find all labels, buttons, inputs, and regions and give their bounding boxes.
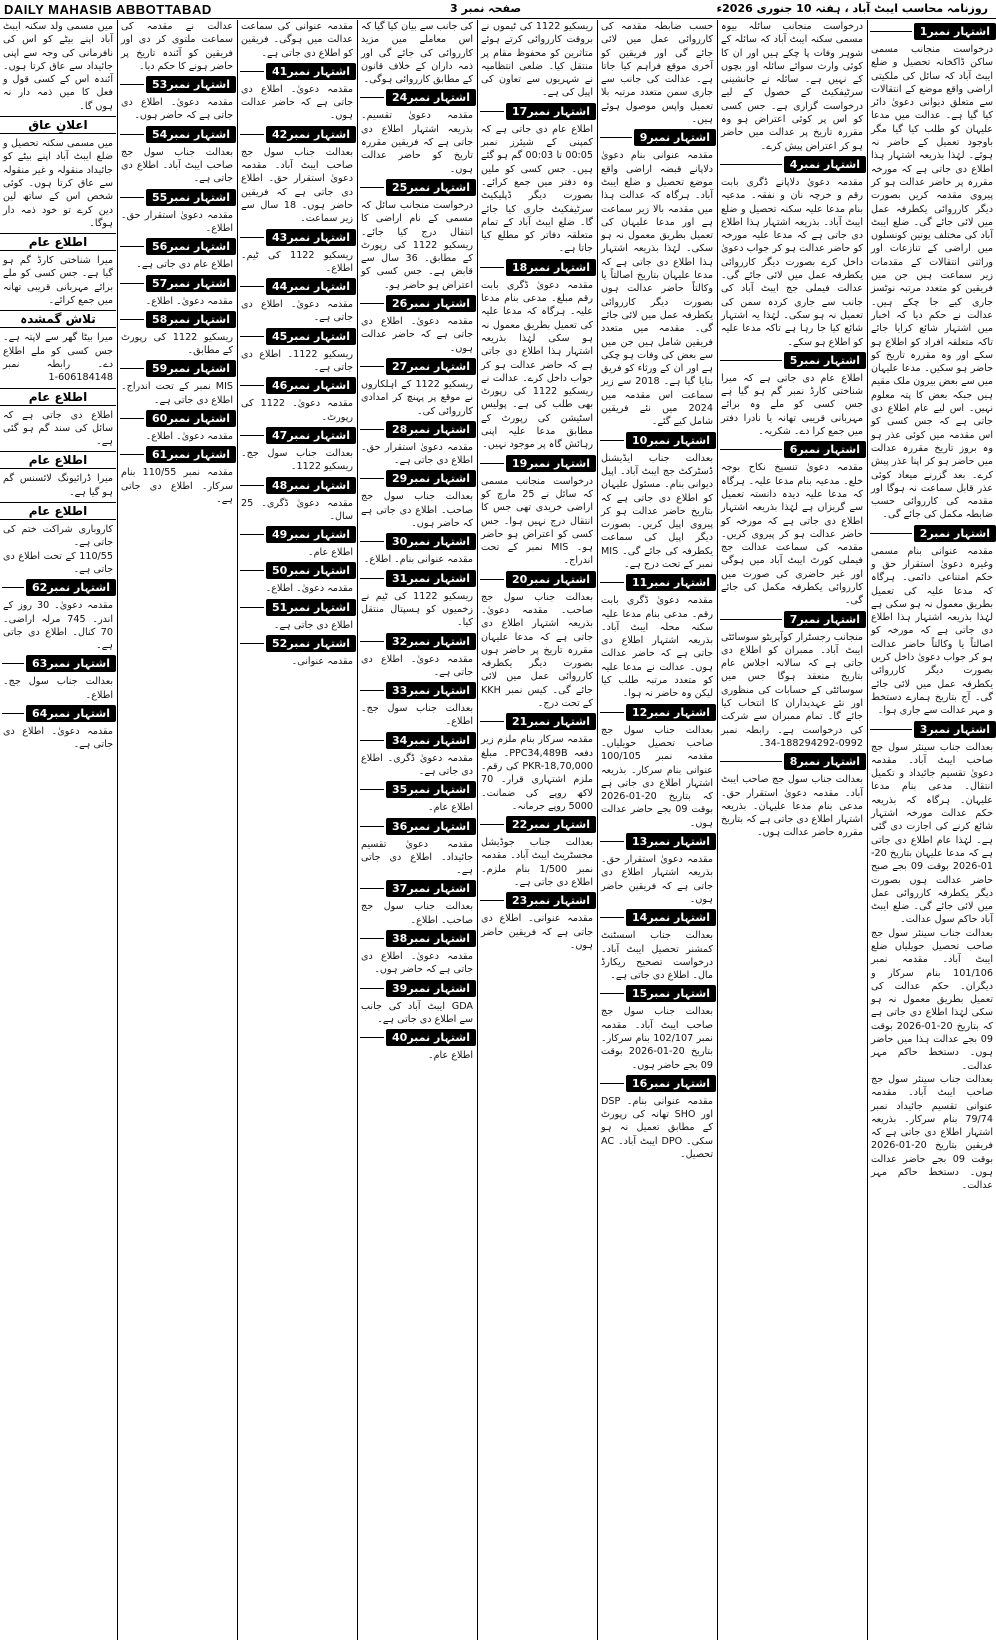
ad-number-label: اشتہار نمبر46 [266, 377, 356, 394]
column-8 [0, 20, 116, 1640]
issue-date: روزنامہ محاسب ایبٹ آباد ، ہفتہ 10 جنوری 2026ء [716, 2, 988, 15]
heading-rule [360, 988, 384, 989]
notice-text: بعدالت جناب سول جج صاحب۔ مقدمہ دعویٰ۔ بذریعہ اشتہار اطلاع دی جاتی ہے کہ مدعا علیہان مقررہ تاریخ پر حاضر ہوں بصورت دیگر یکطرفہ کارروائی عمل میں لائی جائے گی۔ کیس نمبر KKH کے تحت درج۔ [481, 591, 593, 710]
heading-rule [360, 740, 384, 741]
ad-number-label: اشتہار نمبر12 [626, 704, 716, 721]
notice-text: مقدمہ عنوانی بنام مسمی وغیرہ دعویٰ استقرار حق و حکم امتناعی دائمی۔ ہرگاہ کہ مدعا علیہ کی تعمیل بطریق معمول نہ ہو سکی ہے لہٰذا بذریعہ اشتہار ہذا اطلاع دی جاتی ہے کہ مورخہ کو اصالتاً یا وکالتاً حاضر عدالت ہو کر جواب دعویٰ داخل کریں بصورت دیگر کارروائی یکطرفہ عمل میں لائی جائے گی۔ آج بتاریخ ہمارے دستخط و مہر عدالت سے جاری ہوا۔ [871, 545, 993, 717]
ad-number-heading [238, 634, 356, 653]
ad-number-heading [238, 525, 356, 544]
ad-number-heading [718, 155, 866, 174]
heading-rule [240, 485, 264, 486]
ad-number-label: اشتہار نمبر50 [266, 562, 356, 579]
notice-text: بعدالت جناب سول جج۔ اطلاع۔ [3, 676, 113, 701]
notice-text: مقدمہ دعویٰ۔ اطلاع۔ [145, 431, 233, 443]
ad-number-heading [238, 228, 356, 247]
notice-text: کاروباری شراکت ختم کی جاتی ہے۔ [3, 524, 113, 549]
notice-text: اطلاع عام دی جاتی ہے۔ [136, 259, 233, 271]
ad-number-label: اشتہار نمبر62 [26, 579, 116, 596]
heading-rule [2, 587, 24, 588]
ad-number-heading [118, 188, 236, 207]
ad-number-heading [478, 102, 596, 121]
heading-rule [120, 283, 144, 284]
notice-text: مقدمہ دعویٰ ڈگری بابت رقم مبلغ۔ مدعی بنام مدعا علیہ۔ ہرگاہ کہ مدعا علیہ کی تعمیل بطریق معمول نہ ہو سکی لہٰذا بذریعہ اشتہار ہذا اطلاع دی جاتی ہے کہ حاضر عدالت ہو کر جواب داخل کرے۔ عدالت نے ریسکیو 1122 کی رپورٹ بھی طلب کی ہے۔ پولیس اسٹیشن کی رپورٹ کے مطابق مدعا علیہ اپنی رہائش گاہ پر موجود نہیں۔ [481, 279, 593, 451]
ad-number-heading [598, 984, 716, 1003]
ad-number-heading [478, 712, 596, 731]
heading-rule [480, 900, 504, 901]
ad-number-label: اشتہار نمبر39 [386, 980, 476, 997]
notice-text: مقدمہ دعویٰ۔ اطلاع دی جاتی ہے کہ حاضر عدالت ہوں۔ [361, 316, 473, 354]
ad-number-label: اشتہار نمبر38 [386, 930, 476, 947]
ad-number-heading [598, 573, 716, 592]
heading-rule [720, 360, 782, 361]
notice-text: مقدمہ دعویٰ۔ اطلاع دی جاتی ہے کہ حاضر عدالت ہوں۔ [241, 83, 353, 122]
heading-rule [480, 579, 504, 580]
notice-text: اطلاع عام۔ [427, 1050, 473, 1062]
ad-number-heading [718, 351, 866, 370]
notice-text: اطلاع دی جاتی ہے۔ [273, 619, 353, 631]
ad-number-label: اشتہار نمبر29 [386, 470, 476, 487]
notice-text: میرا ڈرائیونگ لائسنس گم ہو گیا ہے۔ [3, 473, 113, 498]
ad-number-heading [118, 237, 236, 256]
ad-number-heading [598, 128, 716, 147]
notice-text: میرا شناختی کارڈ گم ہو گیا ہے۔ جس کسی کو ملے برائے مہربانی قریبی تھانہ میں جمع کرائے۔ [3, 255, 113, 307]
notice-text: بعدالت جناب جوڈیشل مجسٹریٹ ایبٹ آباد۔ مقدمہ نمبر 1/500 بنام ملزم۔ اطلاع دی جاتی ہے۔ [481, 837, 593, 889]
heading-rule [120, 84, 144, 85]
notice-text: بعدالت جناب سینئر سول جج صاحب ایبٹ آباد۔ مقدمہ عنوانی تقسیم جائیداد نمبر 79/74 بنام سرکار۔ بذریعہ اشتہار اطلاع دی جاتی ہے کہ فریقین بتاریخ 20-01-2026 بوقت 09 بجے حاضر عدالت ہوں۔ دستخط حاکم مہر عدالت۔ [871, 1073, 993, 1192]
ad-number-heading [358, 632, 476, 651]
ad-number-heading [0, 578, 116, 597]
notice-text: بعدالت جناب سینئر سول جج صاحب تحصیل حویلیاں ضلع ایبٹ آباد۔ مقدمہ نمبر 101/106 بنام سرکار و دیگران۔ حکم عدالت کی تعمیل بطریق معمول نہ ہو سکی لہٰذا اطلاع دی جاتی ہے کہ بتاریخ 20-01-2026 بوقت 09 بجے عدالت ہذا میں حاضر ہوں۔ دستخط حاکم مہر عدالت۔ [871, 927, 993, 1072]
ad-number-label: اشتہار نمبر3 [914, 721, 996, 738]
heading-rule [120, 319, 144, 320]
notice-text: میرا بیٹا گھر سے لاپتہ ہے۔ جس کسی کو ملے اطلاع دے۔ رابطہ نمبر 606184148-1 [3, 332, 113, 384]
ad-number-heading [868, 524, 996, 543]
ad-number-heading [478, 258, 596, 277]
heading-rule [120, 197, 144, 198]
notice-text: بعدالت جناب اسسٹنٹ کمشنر تحصیل ایبٹ آباد۔ درخواست تصحیح ریکارڈ مال۔ اطلاع دی جاتی ہے۔ [601, 930, 713, 982]
notice-text: MIS نمبر کے تحت اندراج۔ اطلاع دی جاتی ہے۔ [121, 381, 233, 406]
ad-number-label: اشتہار نمبر49 [266, 526, 356, 543]
page-number: صفحہ نمبر 3 [450, 2, 522, 15]
ad-number-label: اشتہار نمبر18 [506, 259, 596, 276]
ad-number-heading [358, 88, 476, 107]
ad-number-heading [598, 1074, 716, 1093]
notice-text: مقدمہ عنوانی۔ اطلاع دی جاتی ہے کہ فریقین حاضر ہوں۔ [481, 913, 593, 951]
notice-text: مقدمہ عنوانی بنام۔ اطلاع۔ [363, 554, 473, 566]
heading-rule [600, 712, 624, 713]
masthead [0, 0, 996, 19]
ad-number-label: اشتہار نمبر51 [266, 599, 356, 616]
notice-text: ریسکیو 1122۔ اطلاع دی جاتی ہے۔ [241, 348, 353, 374]
heading-rule [480, 111, 504, 112]
ad-number-label: اشتہار نمبر19 [506, 455, 596, 472]
heading-rule [360, 429, 384, 430]
ad-number-heading [478, 815, 596, 834]
ad-number-heading [358, 929, 476, 948]
announcement-heading: تلاش گمشدہ [0, 310, 116, 328]
ad-number-heading [238, 62, 356, 81]
ad-number-label: اشتہار نمبر6 [784, 441, 866, 458]
ad-number-heading [118, 274, 236, 293]
ad-number-heading [118, 445, 236, 464]
heading-rule [360, 641, 384, 642]
ad-number-heading [358, 817, 476, 836]
notice-text: میں مسمی سکنہ تحصیل و ضلع ایبٹ آباد اپنے بیٹے کو جائیداد منقولہ و غیر منقولہ سے عاق کرتا ہوں۔ کوئی شخص اس کے ساتھ لین دین کرے تو خود ذمہ دار ہوگا۔ [3, 138, 113, 229]
ad-number-heading [358, 294, 476, 313]
heading-rule [120, 246, 144, 247]
ad-number-heading [358, 420, 476, 439]
heading-rule [240, 286, 264, 287]
notice-text: GDA ایبٹ آباد کی جانب سے اطلاع دی جاتی ہے۔ [361, 1000, 473, 1025]
ad-number-label: اشتہار نمبر30 [386, 533, 476, 550]
ad-number-heading [718, 440, 866, 459]
ad-number-heading [478, 570, 596, 589]
announcement-heading: اطلاع عام [0, 451, 116, 469]
heading-rule [480, 721, 504, 722]
ad-number-label: اشتہار نمبر28 [386, 421, 476, 438]
notice-text: اطلاع عام۔ [427, 802, 473, 814]
heading-rule [360, 690, 384, 691]
notice-text: مقدمہ دعویٰ استقرار حق۔ اطلاع دی جاتی ہے۔ [361, 441, 473, 467]
heading-rule [120, 454, 144, 455]
ad-number-label: اشتہار نمبر25 [386, 179, 476, 196]
heading-rule [870, 533, 912, 534]
ad-number-label: اشتہار نمبر17 [506, 103, 596, 120]
ad-number-label: اشتہار نمبر27 [386, 358, 476, 375]
heading-rule [480, 463, 504, 464]
ad-number-label: اشتہار نمبر55 [146, 189, 236, 206]
notice-text: اطلاع عام دی جاتی ہے کہ میرا شناختی کارڈ نمبر گم ہو گیا ہے جس کسی کو ملے وہ برائے مہربانی قریبی تھانہ یا نادرا دفتر میں جمع کرا دے۔ شکریہ۔ [721, 372, 863, 438]
notice-text: بعدالت جناب سول جج۔ اطلاع۔ [361, 703, 473, 728]
ad-number-heading [358, 532, 476, 551]
ad-number-heading [238, 327, 356, 346]
heading-rule [360, 303, 384, 304]
column-5 [358, 20, 476, 1640]
heading-rule [720, 619, 782, 620]
ad-number-label: اشتہار نمبر10 [626, 432, 716, 449]
ad-number-label: اشتہار نمبر40 [386, 1029, 476, 1046]
notice-text: کی جانب سے بیان کیا گیا کہ اس معاملے میں مزید کارروائی کی جائے گی اور ذمہ داران کے خلاف قانون کے مطابق کارروائی ہوگی۔ [361, 21, 473, 86]
ad-number-heading [358, 357, 476, 376]
ad-number-label: اشتہار نمبر8 [784, 753, 866, 770]
ad-number-heading [238, 561, 356, 580]
notice-text: مقدمہ سرکار بنام ملزم زیر دفعہ PPC34,489B۔ مبلغ PKR-18,70,000 کی رقم۔ ملزم اشتہاری قرار۔ 70 لاکھ روپے کی ضمانت۔ 5000 روپے جرمانہ۔ [481, 734, 593, 812]
announcement-heading: اطلاع عام [0, 233, 116, 251]
ad-number-label: اشتہار نمبر41 [266, 63, 356, 80]
ad-number-label: اشتہار نمبر33 [386, 682, 476, 699]
notice-text: مقدمہ دعویٰ۔ 30 روز کے اندر۔ 745 مرلہ اراضی۔ 70 کنال۔ اطلاع دی جاتی ہے۔ [3, 600, 113, 652]
heading-rule [240, 237, 264, 238]
notice-text: بعدالت جناب ایڈیشنل ڈسٹرکٹ جج ایبٹ آباد۔ اپیل دیوانی بنام۔ مسئول علیہان کو اطلاع دی جاتی ہے کہ بتاریخ حاضر عدالت ہو کر پیروی اپیل کریں۔ بصورت دیگر اپیل کی سماعت یکطرفہ کی جائے گی۔ MIS نمبر کے تحت درج ہے۔ [601, 452, 713, 570]
notice-text: مقدمہ دعویٰ۔ 1122 کی رپورٹ۔ [241, 398, 353, 423]
notice-text: بعدالت جناب سول جج صاحب تحصیل حویلیاں۔ مقدمہ نمبر 100/105 عنوانی بنام سرکار۔ بذریعہ اشتہار اطلاع دی جاتی ہے کہ بتاریخ 20-01-2026 بوقت 09 بجے حاضر عدالت ہوں۔ [601, 724, 713, 829]
notice-text: مقدمہ نمبر 110/55 بنام سرکار۔ اطلاع دی جاتی ہے۔ [121, 467, 234, 505]
heading-rule [360, 187, 384, 188]
announcement-heading: اعلانِ عاق [0, 116, 116, 134]
ad-number-label: اشتہار نمبر52 [266, 635, 356, 652]
heading-rule [240, 71, 264, 72]
notice-text: عدالت نے مقدمہ کی سماعت ملتوی کر دی اور فریقین کو آئندہ تاریخ پر حاضر ہونے کا حکم دیا۔ [121, 21, 233, 72]
notice-text: مقدمہ دعویٰ ڈگری۔ اطلاع دی جاتی ہے۔ [361, 752, 473, 777]
ad-number-heading [598, 832, 716, 851]
notice-text: مقدمہ دعویٰ ڈگری بابت رقم۔ مدعی بنام مدعا علیہ سکنہ محلہ ایبٹ آباد۔ بذریعہ اشتہار اطلاع دی جاتی ہے کہ حاضر عدالت ہوں۔ عدالت نے مدعا علیہ کو متعدد مرتبہ طلب کیا لیکن وہ حاضر نہ ہوا۔ [601, 595, 713, 700]
paper-name: DAILY MAHASIB ABBOTTABAD [4, 2, 212, 17]
notice-text: مقدمہ دعویٰ۔ اطلاع۔ [265, 583, 353, 595]
notice-text: میں مسمی ولد سکنہ ایبٹ آباد اپنے بیٹے کو اس کی نافرمانی کی وجہ سے اپنی جائیداد سے عاق کرتا ہوں۔ آئندہ اس کے کسی قول و فعل کا میں ذمہ دار نہ ہوں گا۔ [3, 21, 113, 112]
heading-rule [360, 541, 384, 542]
heading-rule [2, 713, 24, 714]
heading-rule [360, 888, 384, 889]
ad-number-heading [598, 431, 716, 450]
notice-text: مقدمہ دعویٰ تنسیخ نکاح بوجہ خلع۔ مدعیہ بنام مدعا علیہ۔ ہرگاہ کہ مدعا علیہ دیدہ دانستہ تعمیل سے گریزاں ہے لہٰذا بذریعہ اشتہار اطلاع دی جاتی ہے کہ مورخہ کو حاضر عدالت ہو کر پیروی کریں۔ مقدمہ کی سماعت عدالت جج فیملی کورٹ ایبٹ آباد میں ہوگی اور غیر حاضری کی صورت میں کارروائی یکطرفہ مکمل کی جائے گی۔ [721, 462, 863, 607]
ad-number-label: اشتہار نمبر31 [386, 570, 476, 587]
ad-number-label: اشتہار نمبر61 [146, 446, 236, 463]
ad-number-heading [358, 879, 476, 898]
ad-number-label: اشتہار نمبر43 [266, 229, 356, 246]
heading-rule [120, 368, 144, 369]
notice-text: بعدالت جناب سول جج صاحب ایبٹ آباد۔ مقدمہ دعویٰ استقرار حق۔ اطلاع دی جاتی ہے کہ فریقین حاضر ہوں۔ 18 سال سے زیر سماعت۔ [241, 146, 353, 225]
notice-text: مقدمہ عنوانی کی سماعت عدالت میں ہوگی۔ فریقین کو اطلاع دی جاتی ہے۔ [241, 21, 353, 59]
heading-rule [120, 134, 144, 135]
ad-number-heading [118, 125, 236, 144]
notice-text: مقدمہ دعویٰ۔ اطلاع دی جاتی ہے۔ [3, 725, 113, 751]
notice-text: درخواست منجانب سائل کہ مسمی کے نام اراضی کا انتقال درج کیا جائے۔ ریسکیو 1122 کی رپورٹ کے مطابق۔ 36 سال سے قابض ہے۔ جس کسی کو اعتراض ہو حاضر ہو۔ [361, 199, 473, 291]
ad-number-heading [238, 426, 356, 445]
ad-number-label: اشتہار نمبر47 [266, 427, 356, 444]
notice-text: بعدالت جناب سول جج صاحب ایبٹ آباد۔ اطلاع دی جاتی ہے۔ [121, 146, 233, 185]
heading-rule [240, 134, 264, 135]
notice-text: مقدمہ دعویٰ۔ اطلاع دی جاتی ہے کہ حاضر ہوں۔ [121, 97, 233, 122]
notice-text: مقدمہ دعویٰ۔ اطلاع دی جاتی ہے کہ حاضر ہوں۔ [361, 951, 473, 976]
heading-rule [600, 137, 632, 138]
notice-text: بعدالت جناب سول جج۔ ریسکیو 1122۔ [241, 447, 353, 473]
ad-number-label: اشتہار نمبر32 [386, 633, 476, 650]
heading-rule [360, 97, 384, 98]
ad-number-heading [478, 891, 596, 910]
ad-number-label: اشتہار نمبر56 [146, 238, 236, 255]
notice-text: 110/55 کے تحت اطلاع دی جاتی ہے۔ [3, 550, 113, 575]
notice-text: درخواست منجانب سائلہ بیوہ مسمی سکنہ ایبٹ آباد کہ سائلہ کے شوہر وفات پا چکے ہیں اور ان کا کوئی وارث سوائے سائلہ اور بچوں کے نہیں ہے۔ سائلہ نے جانشینی سرٹیفکیٹ کے حصول کے لیے درخواست گزاری ہے۔ جس کسی کو اس پر کوئی اعتراض ہو وہ مقررہ تاریخ پر عدالت میں حاضر ہو کر اعتراض پیش کرے۔ [721, 21, 863, 152]
ad-number-heading [358, 731, 476, 750]
column-1 [868, 20, 996, 1640]
ad-number-label: اشتہار نمبر44 [266, 278, 356, 295]
column-6 [238, 20, 356, 1640]
ad-number-heading [718, 610, 866, 629]
notice-text: مقدمہ دعویٰ۔ اطلاع دی جاتی ہے۔ [241, 299, 353, 324]
ad-number-label: اشتہار نمبر34 [386, 732, 476, 749]
heading-rule [360, 789, 384, 790]
notice-text: ریسکیو 1122 کے اہلکاروں نے موقع پر پہنچ کر امدادی کارروائی کی۔ [361, 378, 473, 417]
notice-text: مقدمہ عنوانی بنام دعویٰ دلاپانے قبضہ اراضی واقع موضع تحصیل و ضلع ایبٹ آباد۔ ہرگاہ کہ عدالت ہذا میں مقدمہ بالا زیر سماعت ہے اور مدعا علیہان کی تعمیل بطریق معمول نہ ہو سکی۔ لہٰذا بذریعہ اشتہار ہذا اطلاع دی جاتی ہے کہ مدعا علیہان بتاریخ اصالتاً یا وکالتاً حاضر عدالت ہوں بصورت دیگر کارروائی یکطرفہ عمل میں لائی جائے گی۔ مقدمہ میں متعدد فریقین شامل ہیں جن میں سے بعض کی وفات ہو چکی ہے اور ان کے ورثاء کو فریق بنایا گیا ہے۔ 2018 سے زیر سماعت اس مقدمہ میں 2024 میں نئے فریقین شامل کیے گئے۔ [601, 150, 713, 428]
ad-number-heading [358, 178, 476, 197]
notice-text: مقدمہ عنوانی بنام۔ DSP اور SHO تھانہ کی رپورٹ کے مطابق تعمیل نہ ہو سکی۔ DPO ایبٹ آباد۔ AC تحصیل۔ [601, 1095, 714, 1161]
heading-rule [870, 31, 912, 32]
heading-rule [360, 938, 384, 939]
notice-text: مقدمہ دعویٰ تقسیم۔ بذریعہ اشتہار اطلاع دی جاتی ہے کہ فریقین مقررہ تاریخ کو حاضر عدالت ہوں۔ [361, 110, 473, 175]
heading-rule [600, 841, 624, 842]
heading-rule [600, 917, 624, 918]
ad-number-heading [118, 409, 236, 428]
heading-rule [2, 663, 24, 664]
ad-number-label: اشتہار نمبر37 [386, 880, 476, 897]
heading-rule [360, 826, 384, 827]
notice-text: بعدالت جناب سول جج صاحب ایبٹ آباد۔ مقدمہ نمبر 102/107 بنام سرکار۔ بتاریخ 20-01-2026 بوقت 09 بجے حاضر ہوں۔ [601, 1006, 713, 1071]
notice-text: اطلاع عام۔ [307, 547, 353, 559]
ad-number-heading [358, 979, 476, 998]
ad-number-label: اشتہار نمبر5 [784, 352, 866, 369]
notice-text: منجانب رجسٹرار کوآپریٹو سوسائٹی ایبٹ آباد۔ ممبران کو اطلاع دی جاتی ہے کہ سالانہ اجلاس عام بتاریخ منعقد ہوگا جس میں سوسائٹی کے حسابات کی منظوری اور نئے عہدیداران کا انتخاب کیا جائے گا۔ تمام ممبران سے شرکت کی درخواست ہے۔ رابطہ نمبر 0992-188294292-34۔ [721, 631, 863, 749]
heading-rule [360, 478, 384, 479]
ad-number-heading [358, 681, 476, 700]
notice-text: مقدمہ دعویٰ استقرار حق۔ بذریعہ اشتہار اطلاع دی جاتی ہے کہ فریقین حاضر ہوں۔ [601, 854, 713, 905]
column-7 [118, 20, 236, 1640]
ad-number-heading [238, 125, 356, 144]
ad-number-label: اشتہار نمبر45 [266, 328, 356, 345]
announcement-heading: اطلاع عام [0, 388, 116, 406]
ad-number-label: اشتہار نمبر42 [266, 126, 356, 143]
ad-number-heading [358, 1028, 476, 1047]
ad-number-heading [598, 908, 716, 927]
notice-text: مقدمہ دعویٰ تقسیم جائیداد۔ اطلاع دی جاتی ہے۔ [361, 838, 473, 877]
heading-rule [600, 440, 624, 441]
ad-number-label: اشتہار نمبر58 [146, 311, 236, 328]
ad-number-label: اشتہار نمبر2 [914, 525, 996, 542]
ad-number-label: اشتہار نمبر20 [506, 571, 596, 588]
ad-number-label: اشتہار نمبر57 [146, 275, 236, 292]
ad-number-heading [118, 75, 236, 94]
ad-number-label: اشتہار نمبر24 [386, 89, 476, 106]
notice-text: مقدمہ عنوانی۔ [291, 656, 353, 668]
ad-number-heading [238, 376, 356, 395]
notice-text: مقدمہ دعویٰ۔ اطلاع دی جاتی ہے۔ [361, 653, 473, 678]
ad-number-heading [868, 720, 996, 739]
heading-rule [720, 164, 782, 165]
heading-rule [600, 582, 624, 583]
heading-rule [870, 729, 912, 730]
column-3 [598, 20, 716, 1640]
ad-number-label: اشتہار نمبر21 [506, 713, 596, 730]
heading-rule [240, 643, 264, 644]
ad-number-heading [238, 277, 356, 296]
ad-number-label: اشتہار نمبر1 [914, 23, 996, 40]
announcement-heading: اطلاع عام [0, 502, 116, 520]
heading-rule [240, 385, 264, 386]
ad-number-label: اشتہار نمبر63 [26, 655, 116, 672]
heading-rule [360, 1037, 384, 1038]
heading-rule [720, 761, 782, 762]
ad-number-heading [598, 703, 716, 722]
notice-text: اطلاع عام دی جاتی ہے کہ کمپنی کے شیئرز نمبر 00:05 تا 00:03 گم ہو گئے ہیں۔ جس کسی کو ملیں وہ دفتر میں جمع کرائے۔ بصورت دیگر ڈپلیکیٹ سرٹیفکیٹ جاری کیا جائے گا۔ ضلع ایبٹ آباد کے تمام متعلقہ دفاتر کو مطلع کیا جاتا ہے۔ [481, 123, 593, 255]
ad-number-label: اشتہار نمبر23 [506, 892, 596, 909]
ad-number-heading [118, 310, 236, 329]
notice-text: بعدالت جناب سینئر سول جج صاحب ایبٹ آباد۔ مقدمہ دعویٰ تقسیم جائیداد و تکمیل انتقال۔ مدعی بنام مدعا علیہان۔ ہرگاہ کہ بذریعہ حکم عدالت مورخہ اشتہار شائع کرنے کی اجازت دی گئی ہے۔ لہٰذا عام اطلاع دی جاتی ہے کہ مدعا علیہان بتاریخ 20-01-2026 بوقت 09 بجے صبح حاضر عدالت ہوں بصورت دیگر یکطرفہ کارروائی عمل میں لائی جائے گی۔ ضلع ایبٹ آباد حاکم سول عدالت۔ [871, 741, 993, 926]
ad-number-heading [358, 780, 476, 799]
column-4 [478, 20, 596, 1640]
heading-rule [240, 534, 264, 535]
heading-rule [120, 418, 144, 419]
heading-rule [480, 824, 504, 825]
ad-number-label: اشتہار نمبر22 [506, 816, 596, 833]
heading-rule [360, 366, 384, 367]
notice-text: اطلاع دی جاتی ہے کہ سائل کی سند گم ہو گئی ہے۔ [3, 409, 113, 448]
ad-number-heading [238, 598, 356, 617]
ad-number-label: اشتہار نمبر36 [386, 818, 476, 835]
notice-text: بعدالت جناب سول جج صاحب۔ اطلاع۔ [361, 901, 473, 926]
ad-number-label: اشتہار نمبر60 [146, 410, 236, 427]
ad-number-label: اشتہار نمبر53 [146, 76, 236, 93]
ad-number-label: اشتہار نمبر13 [626, 833, 716, 850]
ad-number-label: اشتہار نمبر9 [634, 129, 716, 146]
ad-number-label: اشتہار نمبر59 [146, 360, 236, 377]
ad-number-heading [868, 22, 996, 41]
ad-number-label: اشتہار نمبر15 [626, 985, 716, 1002]
notice-text: مقدمہ دعویٰ ڈگری۔ 25 سال۔ [241, 497, 353, 522]
notice-text: مقدمہ دعویٰ استقرار حق۔ اطلاع۔ [121, 209, 233, 234]
notice-text: مقدمہ دعویٰ۔ اطلاع۔ [145, 295, 233, 307]
ad-number-heading [358, 469, 476, 488]
ad-number-label: اشتہار نمبر48 [266, 477, 356, 494]
ad-number-label: اشتہار نمبر16 [626, 1075, 716, 1092]
notice-text: ریسکیو 1122 کی ٹیم۔ اطلاع۔ [241, 249, 354, 274]
ad-number-heading [0, 704, 116, 723]
heading-rule [720, 449, 782, 450]
notice-text: درخواست منجانب مسمی ساکن ڈاکخانہ تحصیل و ضلع ایبٹ آباد کہ سائل کی ملکیتی اراضی واقع موضع کے انتقالات سے متعلق دیوانی دعویٰ دائر کیا گیا ہے۔ عدالت میں مدعا علیہان کو طلب کیا گیا مگر باوجود تعمیل کے حاضر نہ ہوئے۔ لہٰذا بذریعہ اشتہار ہذا اطلاع دی جاتی ہے کہ مورخہ مقررہ پر حاضر عدالت ہو کر پیروی مقدمہ کریں بصورت دیگر کارروائی یکطرفہ عمل میں لائی جائے گی۔ ضلع ایبٹ آباد کی مختلف یونین کونسلوں میں اراضی کے تنازعات اور وراثتی انتقالات کے مقدمات زیر سماعت ہیں جن میں فریقین کو متعدد مرتبہ نوٹسز جاری کیے جا چکے ہیں۔ عدالت نے حکم دیا کہ اخبار میں اشتہار شائع کرایا جائے تاکہ متعلقہ افراد کو اطلاع ہو سکے اور وہ مقررہ تاریخ کو حاضر ہو سکیں۔ مدعا علیہان میں سے بعض بیرون ملک مقیم ہیں جبکہ بعض کا پتہ معلوم نہیں۔ اس لیے عام اطلاع دی جاتی ہے کہ جس کسی کو اس مقدمہ میں کوئی عذر ہو وہ بروز تاریخ مقررہ عدالت میں حاضر ہو کر اپنا عذر پیش کرے۔ بعد گزرنے میعاد کوئی عذر قابل سماعت نہ ہوگا اور مقدمہ کی کارروائی حسب ضابطہ مکمل کی جائے گی۔ [870, 44, 993, 521]
ad-number-heading [478, 454, 596, 473]
ad-number-label: اشتہار نمبر11 [626, 574, 716, 591]
ad-number-heading [718, 752, 866, 771]
heading-rule [240, 607, 264, 608]
heading-rule [600, 1083, 624, 1084]
heading-rule [600, 993, 624, 994]
ad-number-heading [118, 359, 236, 378]
ad-number-label: اشتہار نمبر14 [626, 909, 716, 926]
notice-text: بعدالت جناب سول جج صاحب۔ اطلاع دی جاتی ہے کہ حاضر ہوں۔ [361, 491, 473, 530]
ad-number-label: اشتہار نمبر7 [784, 611, 866, 628]
ad-number-label: اشتہار نمبر35 [386, 781, 476, 798]
heading-rule [240, 570, 264, 571]
notice-text: ریسکیو 1122 کی ٹیموں نے بروقت کارروائی کرتے ہوئے متاثرین کو محفوظ مقام پر منتقل کیا۔ ضلعی انتظامیہ نے شہریوں سے تعاون کی اپیل کی ہے۔ [481, 21, 594, 99]
ad-number-label: اشتہار نمبر54 [146, 126, 236, 143]
column-2 [718, 20, 866, 1640]
notice-text: ریسکیو 1122 کی رپورٹ کے مطابق۔ [121, 331, 233, 357]
notice-text: درخواست منجانب مسمی کہ سائل نے 25 مارچ کو اراضی خریدی تھی جس کا انتقال درج نہیں ہوا۔ جس کسی کو اعتراض ہو حاضر ہو۔ MIS نمبر کے تحت اندراج۔ [481, 475, 594, 567]
ad-number-heading [238, 476, 356, 495]
ad-number-heading [358, 569, 476, 588]
ad-number-label: اشتہار نمبر4 [784, 156, 866, 173]
notice-text: مقدمہ دعویٰ دلاپانے ڈگری بابت رقم و خرچہ نان و نفقہ۔ مدعیہ بنام مدعا علیہ سکنہ تحصیل و ضلع ایبٹ آباد۔ بذریعہ اشتہار ہذا اطلاع دی جاتی ہے کہ مدعا علیہ مورخہ کو حاضر عدالت ہو کر جواب دعویٰ داخل کرے بصورت دیگر کارروائی یکطرفہ عمل میں لائی جائے گی۔ عدالت فیملی جج ایبٹ آباد کی جانب سے جاری کردہ سمن کی تعمیل نہ ہو سکی۔ لہٰذا یہ اشتہار شائع کیا جا رہا ہے تاکہ مدعا علیہ کو اطلاع ہو سکے۔ [721, 176, 863, 348]
heading-rule [480, 267, 504, 268]
ad-number-heading [0, 654, 116, 673]
ad-number-label: اشتہار نمبر26 [386, 295, 476, 312]
notice-text: ریسکیو 1122 کی ٹیم نے زخمیوں کو ہسپتال منتقل کیا۔ [361, 590, 473, 629]
heading-rule [240, 435, 264, 436]
heading-rule [240, 336, 264, 337]
notice-text: بعدالت جناب سول جج صاحب ایبٹ آباد۔ مقدمہ دعویٰ استقرار حق۔ مدعی بنام مدعا علیہان۔ بذریعہ اشتہار اطلاع دی جاتی ہے کہ بتاریخ مقررہ حاضر عدالت ہوں۔ [721, 774, 863, 839]
heading-rule [360, 578, 384, 579]
ad-number-label: اشتہار نمبر64 [26, 705, 116, 722]
notice-text: حسب ضابطہ مقدمہ کی کارروائی عمل میں لائی جائے گی اور فریقین کو آخری موقع فراہم کیا جاتا ہے۔ عدالت کی جانب سے جاری سمن متعدد مرتبہ بلا تعمیل واپس موصول ہوئے ہیں۔ [601, 21, 713, 126]
